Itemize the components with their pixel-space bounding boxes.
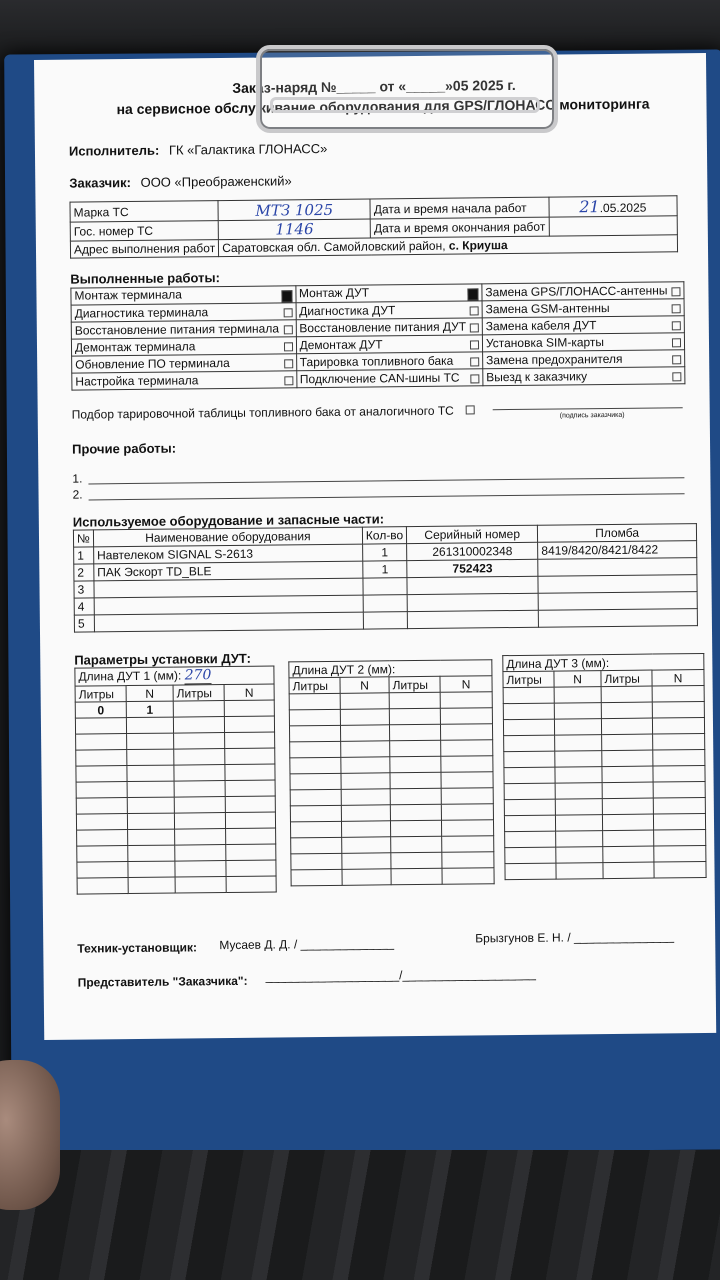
work-item-checkbox[interactable] [672,338,681,347]
customer-label: Заказчик: [69,174,131,191]
dut-cell[interactable] [505,847,556,864]
plate-label: Гос. номер ТС [70,221,218,242]
dut-cell[interactable] [127,797,174,813]
dut-cell[interactable] [603,830,654,847]
dut-cell[interactable] [653,782,705,799]
dut-cell[interactable] [127,781,174,797]
dut-cell[interactable] [173,701,224,718]
work-item[interactable] [296,318,483,337]
dut-cell[interactable] [224,700,274,717]
work-item[interactable] [296,352,483,371]
work-item[interactable] [72,371,297,390]
dut-cell[interactable] [554,687,601,703]
work-item-label: Восстановление питания терминала [74,321,280,338]
dut2-col-liters-2: Литры [389,676,440,693]
other-works-title: Прочие работы: [71,440,177,457]
work-item-checkbox[interactable] [284,376,293,385]
dut-cell[interactable] [341,741,390,758]
dut-cell[interactable] [504,751,555,768]
dut-cell[interactable] [175,829,226,846]
work-item-checkbox[interactable] [672,355,681,364]
table-cell: 752423 [407,559,538,577]
dut-cell[interactable] [77,846,128,863]
dut-cell[interactable] [75,718,126,735]
dut-cell[interactable] [441,804,493,821]
dut2-col-liters: Литры [289,677,340,694]
table-cell [538,592,697,611]
table-cell [538,609,697,628]
dut-cell[interactable] [175,877,226,894]
work-item-label: Настройка терминала [75,373,199,389]
dut-cell[interactable] [289,709,340,726]
dut-cell[interactable] [225,732,275,749]
tariff-label: Подбор тарировочной таблицы топливного бака от аналогичного ТС [71,403,454,422]
floor-background [0,1150,720,1280]
dut-cell[interactable] [654,862,706,879]
dut-cell[interactable] [175,861,226,878]
table-cell [94,612,363,632]
address-value: Саратовская обл. Самойловский район, [222,238,449,256]
work-item[interactable] [295,284,482,303]
dut-cell[interactable] [555,751,602,767]
work-order-sheet [34,53,716,1040]
work-item-label: Выезд к заказчику [486,369,588,385]
dut-cell[interactable] [390,772,441,789]
dut-cell[interactable] [225,748,275,765]
table-cell: 3 [74,581,94,598]
dut-cell[interactable] [175,845,226,862]
work-item-label: Замена GSM-антенны [485,300,610,317]
work-item-label: Монтаж ДУТ [298,285,370,301]
end-label: Дата и время окончания работ [370,217,549,238]
vehicle-table [69,195,678,258]
brand-value: МТЗ 1025 [255,200,334,220]
title-line-1: Заказ-наряд №_____ от «_____»05 2025 г. [232,76,516,96]
work-item-checkbox[interactable] [470,340,479,349]
dut-cell[interactable] [173,717,224,734]
other-line-1-number: 1. [72,471,83,486]
work-item[interactable] [482,316,684,335]
dut-table-2 [288,659,494,886]
dut3-col-liters: Литры [503,671,554,688]
table-cell: 1 [363,561,407,578]
title-line-2: на сервисное обслуживание оборудования для GPS/ГЛОНАСС мониторинга [116,95,650,118]
dut-cell[interactable] [389,724,440,741]
dut-table-3 [502,653,706,880]
col-header-name: Наименование оборудования [93,527,362,547]
dut-cell[interactable] [342,853,391,870]
dut-cell[interactable] [602,734,653,751]
dut-cell[interactable] [290,773,341,790]
dut-cell[interactable] [390,804,441,821]
table-cell [363,578,407,595]
dut-cell[interactable] [603,862,654,879]
dut-cell[interactable] [126,717,173,733]
table-cell [407,610,538,628]
dut-cell[interactable] [441,740,493,757]
dut-cell[interactable] [503,719,554,736]
dut-cell[interactable] [127,733,174,749]
dut-cell[interactable] [391,852,442,869]
plate-value: 1146 [275,220,314,239]
table-cell: 2 [74,564,94,581]
dut-cell[interactable] [341,821,390,838]
dut-cell[interactable] [128,845,175,861]
table-cell [538,558,697,577]
dut-cell[interactable] [290,741,341,758]
col-header-seal: Пломба [538,524,697,543]
work-item-checkbox[interactable] [470,306,479,315]
work-item[interactable] [296,369,483,388]
table-cell: Навтелеком SIGNAL S-2613 [93,544,362,564]
table-cell [538,575,697,594]
tech-label: Техник-установщик: [77,940,197,956]
table-cell [407,576,538,594]
dut-cell[interactable] [340,693,389,710]
work-item-checkbox[interactable] [672,321,681,330]
dut-cell[interactable] [390,820,441,837]
dut-cell[interactable] [127,813,174,829]
work-item-label: Замена предохранителя [486,351,623,368]
work-item-checkbox[interactable] [672,372,681,381]
dut2-col-n: N [340,677,389,694]
work-item-label: Тарировка топливного бака [299,353,454,370]
dut-cell[interactable] [174,781,225,798]
work-item-label: Диагностика терминала [74,305,209,321]
dut-cell[interactable] [290,821,341,838]
thumb [0,1060,60,1210]
dut-cell[interactable] [441,820,493,837]
work-item[interactable] [482,299,684,318]
executor-label: Исполнитель: [68,142,160,159]
dut3-col-n: N [554,671,601,687]
tariff-checkbox[interactable] [466,405,475,414]
dut-cell[interactable] [555,815,602,831]
dut-cell[interactable] [652,718,704,735]
dut-cell[interactable] [174,749,225,766]
works-title: Выполненные работы: [70,270,220,287]
dut-cell[interactable] [653,750,705,767]
dut-cell[interactable] [225,812,275,829]
dut1-col-n: N [126,685,173,701]
dut-cell[interactable] [556,863,603,879]
dut-cell[interactable] [441,772,493,789]
dut-row [77,876,276,894]
dut-cell[interactable] [391,868,442,885]
dut-cell[interactable] [555,783,602,799]
work-item[interactable] [296,301,483,320]
dut-cell[interactable] [555,767,602,783]
dut-cell[interactable] [225,796,275,813]
dut-cell[interactable] [442,836,494,853]
signature-caption: (подпись заказчика) [559,411,625,420]
dut-cell[interactable] [128,877,175,893]
dut1-value: 270 [184,667,212,684]
dut-cell[interactable] [442,868,494,885]
executor-row [69,141,328,159]
dut-cell[interactable] [504,783,555,800]
work-item-checkbox[interactable] [470,374,479,383]
work-item-label: Замена GPS/ГЛОНАСС-антенны [485,283,668,300]
dut-cell[interactable] [76,750,127,767]
table-cell [363,612,407,629]
dut-cell[interactable] [440,692,492,709]
work-item-label: Подключение CAN-шины ТС [299,370,460,387]
dut2-label: Длина ДУТ 2 (мм): [289,660,492,678]
clipboard-clip [256,45,558,133]
dut-cell[interactable] [441,756,493,773]
dut-cell[interactable] [174,813,225,830]
work-item[interactable] [482,350,684,369]
rep-label: Представитель "Заказчика": [77,973,248,990]
dut-cell[interactable] [290,805,341,822]
dut-cell[interactable] [290,757,341,774]
dut-cell[interactable] [341,789,390,806]
dut-cell[interactable] [554,719,601,735]
tech-2: Брызгунов Е. Н. / _______________ [475,929,675,946]
address-village: с. Криуша [448,238,508,253]
other-line-2-number: 2. [72,487,83,502]
dut-cell[interactable] [128,861,175,877]
start-month: .05.2025 [599,200,647,216]
dut-cell[interactable] [653,798,705,815]
dut-cell[interactable] [289,693,340,710]
customer-signature-line [493,407,683,410]
dut-cell[interactable] [504,767,555,784]
address-label: Адрес выполнения работ [70,240,218,259]
dut-cell[interactable] [77,878,128,895]
dut-cell[interactable] [503,703,554,720]
start-label: Дата и время начала работ [370,197,549,219]
dut-cell[interactable] [341,757,390,774]
dut-cell[interactable]: 0 [75,702,126,719]
work-item-label: Диагностика ДУТ [299,303,396,319]
works-table [70,281,685,390]
dut-cell[interactable] [342,837,391,854]
dut-cell[interactable] [555,799,602,815]
dut-cell[interactable] [127,749,174,765]
start-day: 21 [579,197,600,217]
dut-cell[interactable] [389,708,440,725]
dut-cell[interactable] [654,830,706,847]
work-item-label: Демонтаж терминала [74,339,196,355]
equipment-table [73,523,698,633]
dut-cell[interactable] [440,708,492,725]
work-item-label: Замена кабеля ДУТ [485,318,597,334]
dut-cell[interactable] [291,869,342,886]
work-item[interactable] [483,367,685,386]
dut-cell[interactable] [601,718,652,735]
dut-cell[interactable] [76,798,127,815]
work-item-label: Обновление ПО терминала [75,355,230,372]
table-cell [363,595,407,612]
table-cell: 4 [74,598,94,615]
work-item-checkbox[interactable] [470,323,479,332]
dut2-col-n-2: N [440,676,492,693]
table-cell: 8419/8420/8421/8422 [538,541,697,560]
dut-cell[interactable] [652,686,704,703]
dut-cell[interactable] [76,766,127,783]
dut-cell[interactable] [603,846,654,863]
dut-cell[interactable] [341,805,390,822]
dut-cell[interactable] [653,814,705,831]
brand-label: Марка ТС [70,201,218,223]
dut-cell[interactable] [441,788,493,805]
dut-cell[interactable]: 1 [126,701,173,717]
dut-cell[interactable] [291,853,342,870]
dut-cell[interactable] [601,686,652,703]
customer-value: ООО «Преображенский» [140,173,292,190]
dut-cell[interactable] [602,766,653,783]
dut-cell[interactable] [226,876,276,893]
dut-cell[interactable] [555,735,602,751]
dut-cell[interactable] [340,725,389,742]
table-cell: ПАК Эскорт TD_BLE [94,561,363,581]
dut-cell[interactable] [653,766,705,783]
dut-cell[interactable] [226,828,276,845]
table-cell: 5 [74,615,94,632]
dut-cell[interactable] [291,837,342,854]
dut-row [291,868,494,886]
dut-cell[interactable] [342,869,391,886]
dut-cell[interactable] [504,799,555,816]
equipment-title: Используемое оборудование и запасные части: [72,511,385,530]
work-item-label: Восстановление питания ДУТ [299,319,467,336]
dut-cell[interactable] [76,734,127,751]
dut-cell[interactable] [77,862,128,879]
dut-cell[interactable] [76,814,127,831]
dut3-col-n-2: N [652,670,704,687]
dut-cell[interactable] [390,788,441,805]
dut-cell[interactable] [76,782,127,799]
dut1-col-n-2: N [224,684,274,701]
dut-cell[interactable] [289,725,340,742]
work-item-label: Установка SIM-карты [485,335,605,351]
work-item-checkbox[interactable] [284,359,293,368]
rep-line: ____________________/____________________ [265,966,536,984]
dut-cell[interactable] [391,836,442,853]
dut-cell[interactable] [340,709,389,726]
dut-row [505,862,706,880]
work-item-label: Монтаж терминала [74,287,183,303]
dut-cell[interactable] [602,798,653,815]
work-item-checkbox[interactable] [470,357,479,366]
dut3-label: Длина ДУТ 3 (мм): [503,654,704,672]
work-item-checkbox[interactable] [671,287,680,296]
dut-table-1 [74,666,276,895]
table-cell [407,593,538,611]
dut-cell[interactable] [225,764,275,781]
dut-cell[interactable] [503,687,554,704]
dut-cell[interactable] [224,716,274,733]
other-line-1 [88,477,684,484]
dut-cell[interactable] [226,860,276,877]
dut-cell[interactable] [174,733,225,750]
dut-cell[interactable] [174,797,225,814]
work-item-checkbox[interactable] [283,308,292,317]
dut-cell[interactable] [556,847,603,863]
dut-cell[interactable] [341,773,390,790]
other-line-2 [89,493,685,500]
dut1-col-liters: Литры [75,686,126,703]
dut-cell[interactable] [390,756,441,773]
dut-cell[interactable] [554,703,601,719]
table-cell: 1 [74,547,94,564]
table-cell: 1 [362,544,406,561]
dut-cell[interactable] [174,765,225,782]
executor-value: ГК «Галактика ГЛОНАСС» [168,140,328,158]
dut-cell[interactable] [442,852,494,869]
work-item-checkbox[interactable] [281,290,292,302]
dut-title: Параметры установки ДУТ: [74,650,252,668]
dut-cell[interactable] [505,863,556,880]
work-item-checkbox[interactable] [672,304,681,313]
col-header-number: № [73,530,93,547]
dut-cell[interactable] [77,830,128,847]
dut-cell[interactable] [652,702,704,719]
dut-cell[interactable] [602,750,653,767]
dut-cell[interactable] [290,789,341,806]
dut-cell[interactable] [127,765,174,781]
dut-cell[interactable] [504,735,555,752]
dut1-label: Длина ДУТ 1 (мм): [78,668,182,684]
dut-cell[interactable] [654,846,706,863]
work-item[interactable] [482,333,684,352]
end-value [549,216,678,236]
tech-1: Мусаев Д. Д. / ______________ [219,936,395,953]
dut-cell[interactable] [226,844,276,861]
col-header-qty: Кол-во [362,527,406,544]
work-item[interactable] [482,282,684,301]
dut1-col-liters-2: Литры [173,685,224,702]
dut3-col-liters-2: Литры [601,670,652,687]
dut-cell[interactable] [128,829,175,845]
dut-cell[interactable] [602,814,653,831]
dut-cell[interactable] [602,782,653,799]
dut-cell[interactable] [601,702,652,719]
col-header-serial: Серийный номер [407,525,538,543]
work-item-label: Демонтаж ДУТ [299,337,383,353]
dut-cell[interactable] [389,692,440,709]
dut-cell[interactable] [505,831,556,848]
dut-cell[interactable] [390,740,441,757]
dut-cell[interactable] [556,831,603,847]
dut-cell[interactable] [440,724,492,741]
table-cell: 261310002348 [407,542,538,560]
work-item-checkbox[interactable] [283,325,292,334]
customer-row [69,173,292,190]
dut-cell[interactable] [225,780,275,797]
work-item-checkbox[interactable] [467,288,478,300]
dut-cell[interactable] [504,815,555,832]
work-item-checkbox[interactable] [284,342,293,351]
work-item[interactable] [296,335,483,354]
dut-cell[interactable] [653,734,705,751]
